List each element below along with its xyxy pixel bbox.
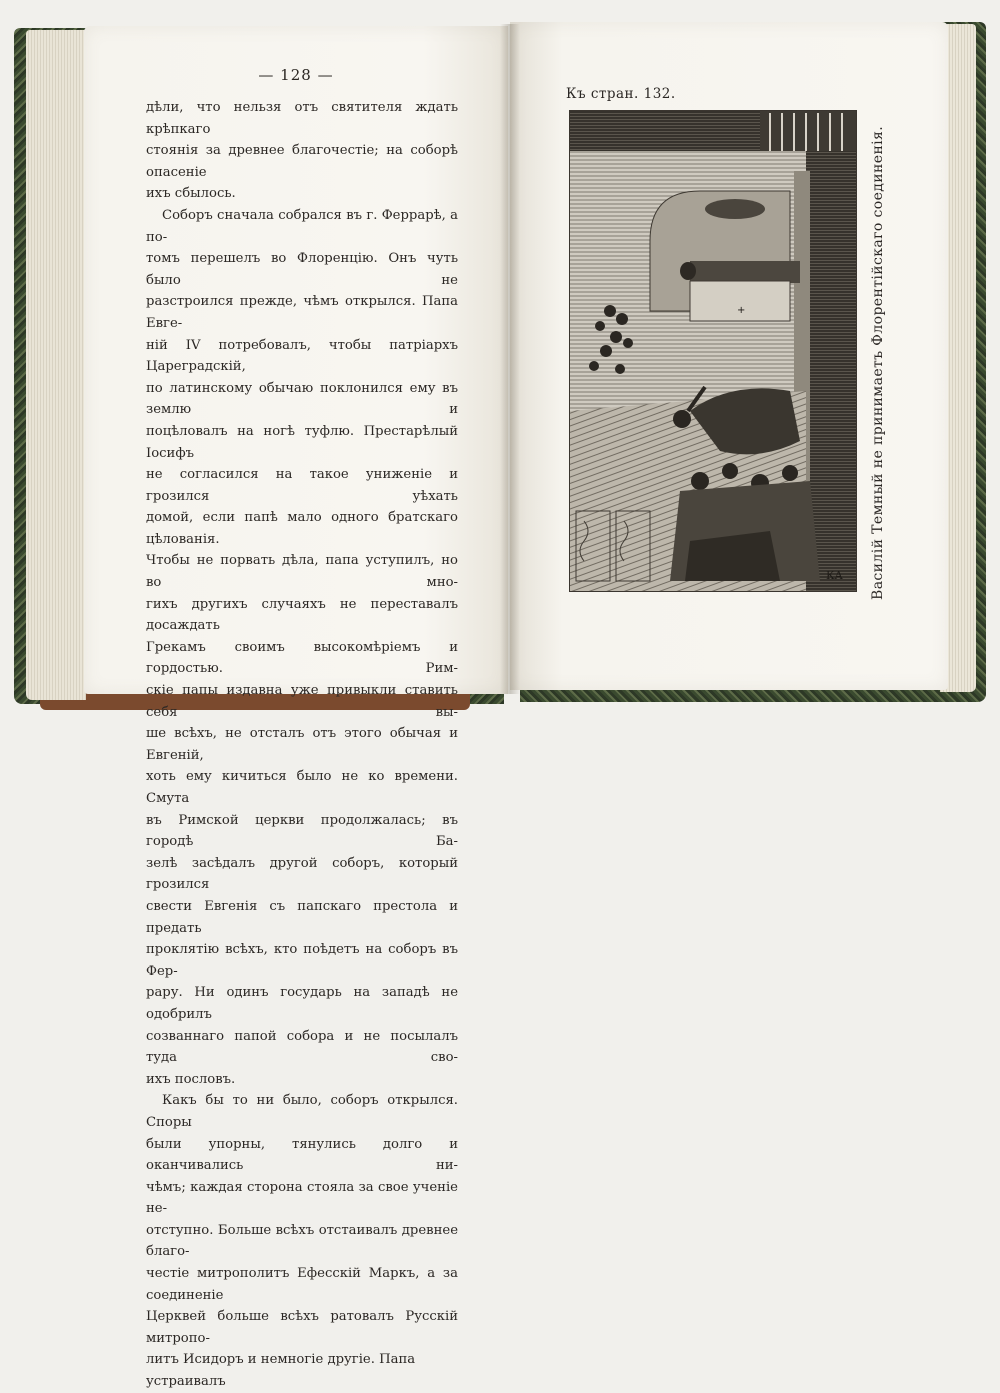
page-stack-left — [26, 30, 86, 700]
body-text — [146, 97, 458, 1393]
text-line: Церквей больше всѣхъ ратовалъ Русскій митропо- — [146, 1309, 458, 1346]
text-line: отступно. Больше всѣхъ отстаивалъ древнее благо- — [146, 1222, 458, 1260]
text-line: томъ перешелъ во Флоренцію. Онъ чуть было не — [146, 251, 458, 288]
text-line: хоть ему кичиться было не ко времени. Смута — [146, 769, 458, 806]
text-line: Соборъ сначала собрался въ г. Феррарѣ, а по- — [146, 207, 458, 245]
text-line: не согласился на такое униженіе и грозился уѣхать — [146, 467, 458, 504]
book-gutter — [500, 24, 520, 694]
text-line: литъ Исидоръ и немногіе другіе. Папа устраивалъ — [146, 1352, 416, 1390]
text-line: чѣмъ; каждая сторона стояла за свое ученіе не- — [146, 1179, 458, 1217]
text-line: скіе папы издавна уже привыкли ставить себя вы- — [146, 683, 458, 720]
paragraph — [146, 97, 458, 205]
engraver-monogram: КА — [826, 569, 843, 582]
text-line: зелѣ засѣдалъ другой соборъ, который грозился — [146, 855, 458, 893]
text-line: ихъ пословъ. — [146, 1071, 236, 1087]
text-line: ше всѣхъ, не отсталъ отъ этого обычая и Евгеній, — [146, 726, 458, 763]
text-line: гихъ другихъ случаяхъ не переставалъ досаждать — [146, 596, 458, 634]
text-line: рару. Ни одинъ государь на западѣ не одобрилъ — [146, 985, 458, 1022]
text-line: Чтобы не порвать дѣла, папа уступилъ, но во мно- — [146, 553, 458, 591]
text-line: поцѣловалъ на ногѣ туфлю. Престарѣлый Іосифъ — [146, 423, 458, 461]
text-line: свести Евгенія съ папскаго престола и предать — [146, 898, 458, 936]
text-line: проклятію всѣхъ, кто поѣдетъ на соборъ въ Фер- — [146, 942, 458, 979]
text-line: разстроился прежде, чѣмъ открылся. Папа Евге- — [146, 294, 458, 331]
engraving-illustration — [569, 110, 857, 592]
text-line: Какъ бы то ни было, соборъ открылся. Споры — [146, 1093, 458, 1130]
text-line: созваннаго папой собора и не посылалъ туда сво- — [146, 1028, 458, 1066]
text-line: ихъ сбылось. — [146, 186, 236, 202]
illustration-caption: Василій Темный не принимаетъ Флорентійскаго соединенія. — [870, 125, 886, 600]
text-line: стоянія за древнее благочестіе; на соборѣ опасеніе — [146, 143, 458, 180]
paragraph — [146, 1090, 458, 1392]
text-line: по латинскому обычаю поклонился ему въ землю и — [146, 380, 458, 418]
text-line: въ Римской церкви продолжалась; въ городѣ Ба- — [146, 812, 458, 850]
text-line: Грекамъ своимъ высокомѣріемъ и гордостью. Рим- — [146, 639, 458, 677]
paragraph — [146, 205, 458, 1090]
text-line: были упорны, тянулись долго и оканчивались ни- — [146, 1136, 458, 1174]
text-line: честіе митрополитъ Ефесскій Маркъ, а за соединеніе — [146, 1266, 458, 1303]
text-line: ній IV потребовалъ, чтобы патріархъ Цареградскій, — [146, 337, 458, 375]
text-line: домой, если папѣ мало одного братскаго цѣлованія. — [146, 510, 458, 547]
text-line: дѣли, что нельзя отъ святителя ждать крѣпкаго — [146, 100, 458, 137]
svg-text:+: + — [737, 305, 746, 316]
page-number: — 128 — — [258, 66, 334, 84]
plate-reference: Къ стран. 132. — [566, 86, 676, 102]
